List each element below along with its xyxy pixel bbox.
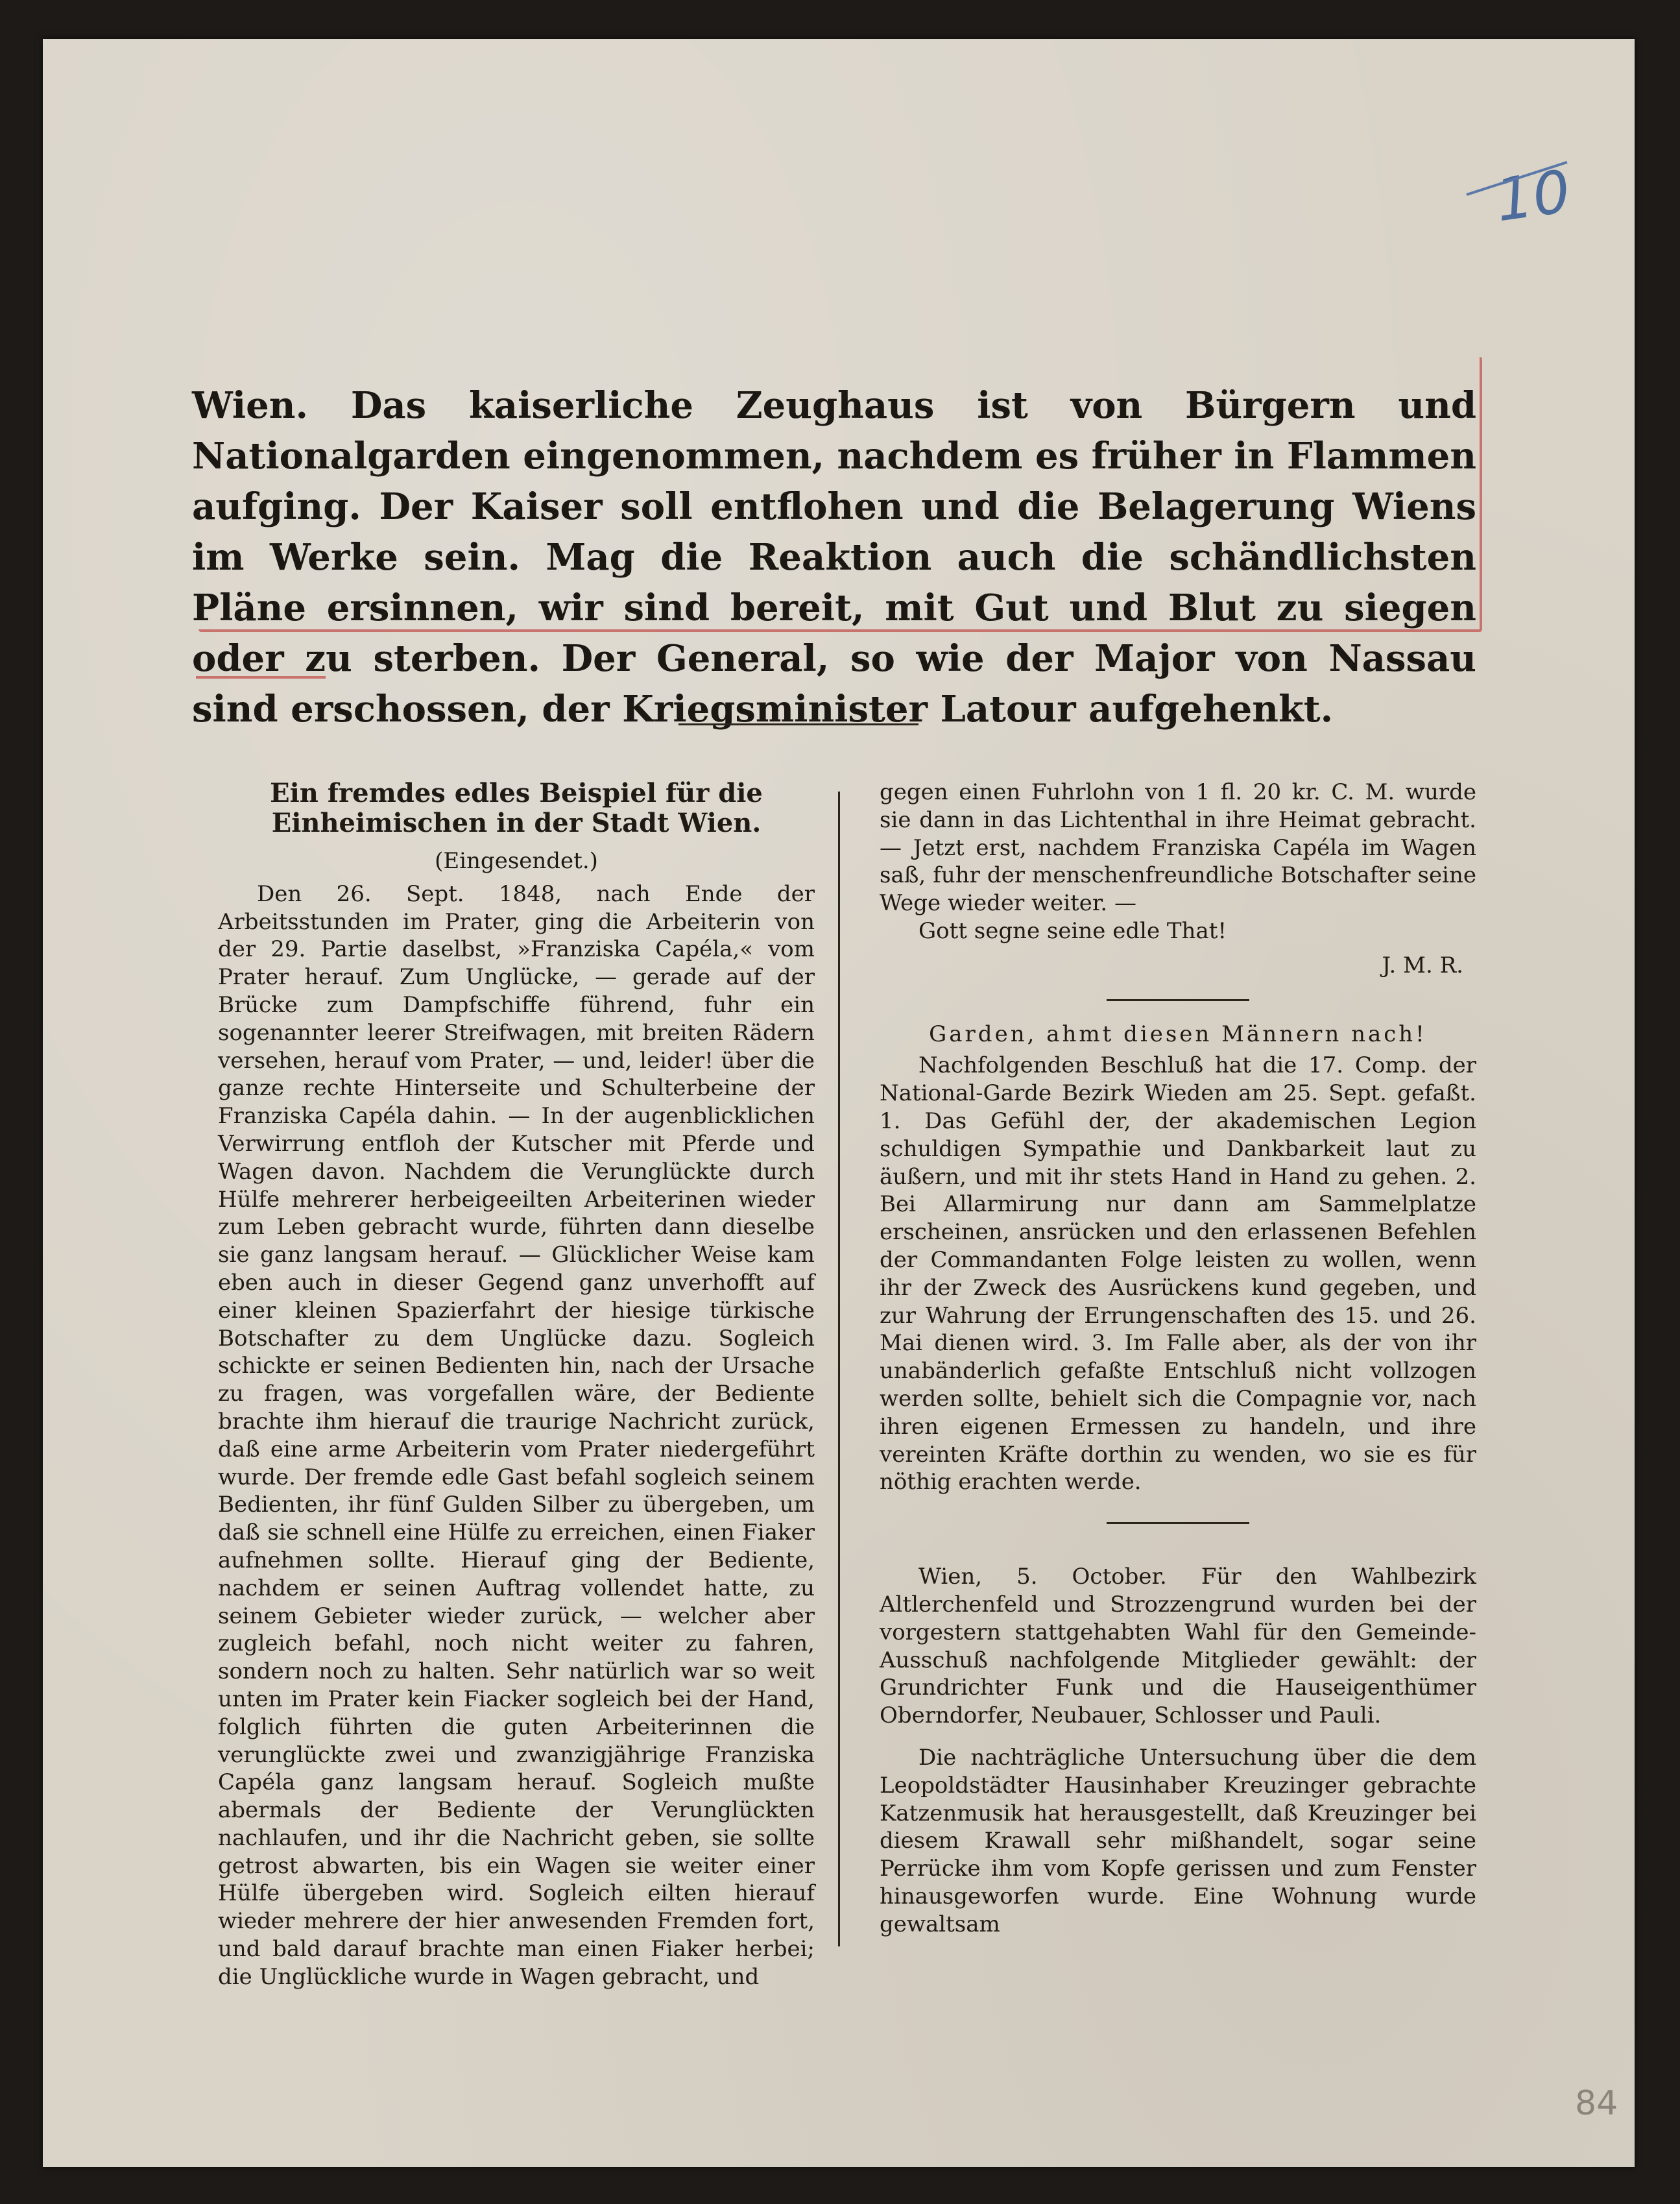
article-body: Den 26. Sept. 1848, nach Ende der Arbeitsstunden im Prater, ging die Arbeiterin von der 29. Partie daselbst, »Franziska Capéla,« vom Prater herauf. Zum Unglücke, — gerade auf der Brücke zum Dampfschiffe führend, fuhr ein sogenannter leerer Streifwagen, mit breiten Rädern versehen, herauf vom Prater, — und, leider! über die ganze rechte Hinterseite und Schulterbeine der Franziska Capéla dahin. — In der augenblicklichen Verwirrung entfloh der Kutscher mit Pferde und Wagen davon. Nachdem die Verunglückte durch Hülfe mehrerer herbeigeeilten Arbeiterinen wieder zum Leben gebracht wurde, führten dann dieselbe sie ganz langsam herauf. — Glücklicher Weise kam eben auch in dieser Gegend ganz unverhofft auf einer kleinen Spazierfahrt der hiesige türkische Botschafter zu dem Unglücke dazu. Sogleich schickte er seinen Bedienten hin, nach der Ursache zu fragen, was vorgefallen wäre, der Bediente brachte ihm hierauf die traurige Nachricht zurück, daß eine arme Arbeiterin vom Prater niedergeführt wurde. Der fremde edle Gast befahl sogleich seinem Bedienten, ihr fünf Gulden Silber zu übergeben, um daß sie schnell eine Hülfe zu erreichen, einen Fiaker aufnehmen sollte. Hierauf ging der Bediente, nachdem er seinen Auftrag vollendet hatte, zu seinem Gebieter wieder zurück, — welcher aber zugleich befahl, noch nicht weiter zu fahren, sondern noch zu halten. Sehr natürlich war so weit unten im Prater kein Fiacker sogleich bei der Hand, folglich führten die guten Arbeiterinnen die verunglückte zwei und zwanzigjährige Franziska Capéla ganz langsam herauf. Sogleich mußte abermals der Bediente der Verunglückten nachlaufen, und ihr die Nachricht geben, sie sollte getrost abwarten, bis ein Wagen sie weiter einer Hülfe übergeben wird. Sogleich eilten hierauf wieder mehrere der hier anwesenden Fremden fort, und bald darauf brachte man einen Fiaker herbei; die Unglückliche wurde in Wagen gebracht, und (218, 880, 815, 1990)
article-title: Ein fremdes edles Beispiel für die Einheimischen in der Stadt Wien. (270, 778, 763, 838)
article-byline: (Eingesendet.) (435, 848, 598, 874)
newspaper-page (43, 39, 1635, 2167)
article-continuation: gegen einen Fuhrlohn von 1 fl. 20 kr. C. M. wurde sie dann in das Lichtenthal in ihre Heimat gebracht. — Jetzt erst, nachdem Franziska Capéla im Wagen saß, fuhr der menschenfreundliche Botschafter seine Wege wieder weiter. — (880, 779, 1476, 917)
right-column (880, 779, 1476, 1938)
corner-pencil-mark: 10 (1491, 157, 1575, 236)
vienna-report: Wien, 5. October. Für den Wahlbezirk Altlerchenfeld und Strozzengrund wurden bei der vorgestern stattgehabten Wahl für den Gemeinde-Ausschuß nachfolgende Mitglieder gewählt: der Grundrichter Funk und die Hauseigenthümer Oberndorfer, Neubauer, Schlosser und Pauli. (880, 1564, 1476, 1729)
left-column (218, 779, 815, 1991)
guards-heading: Garden, ahmt diesen Männern nach! (929, 1021, 1427, 1047)
page-number: 84 (1575, 2084, 1618, 2123)
headline-news: Wien. Das kaiserliche Zeughaus ist von Bürgern und Nationalgarden eingenommen, nachdem es früher in Flammen aufging. Der Kaiser soll entflohen und die Belagerung Wiens im Werke sein. Mag die Reaktion auch die schändlichsten Pläne ersinnen, wir sind bereit, mit Gut und Blut zu siegen oder zu sterben. Der General, so wie der Major von Nassau sind erschossen, der Kriegsminister Latour aufgehenkt. (192, 384, 1476, 731)
article-signature: J. M. R. (1382, 952, 1463, 978)
section-rule (1107, 999, 1249, 1001)
headline-separator (678, 723, 918, 725)
column-divider (838, 792, 840, 1946)
investigation-report: Die nachträgliche Untersuchung über die dem Leopoldstädter Hausinhaber Kreuzinger gebrachte Katzenmusik hat herausgestellt, daß Kreuzinger bei diesem Krawall sehr mißhandelt, sogar seine Perrücke ihm vom Kopfe gerissen und zum Fenster hinausgeworfen wurde. Eine Wohnung wurde gewaltsam (880, 1744, 1476, 1937)
pencil-stroke-icon (1463, 149, 1574, 227)
article-blessing: Gott segne seine edle That! (918, 917, 1227, 944)
guards-resolution: Nachfolgenden Beschluß hat die 17. Comp. der National-Garde Bezirk Wieden am 25. Sept. gefaßt. 1. Das Gefühl der, der akademischen Legion schuldigen Sympathie und Dankbarkeit laut zu äußern, und mit ihr stets Hand in Hand zu gehen. 2. Bei Allarmirung nur dann am Sammelplatze erscheinen, ansrücken und den erlassenen Befehlen der Commandanten Folge leisten zu wollen, wenn ihr der Zweck des Ausrückens kund gegeben, und zur Wahrung der Errungenschaften des 15. und 26. Mai dienen wird. 3. Im Falle aber, als der von ihr unabänderlich gefaßte Entschluß nicht vollzogen werden sollte, behielt sich die Compagnie vor, nach ihren eigenen Ermessen zu handeln, und ihre vereinten Kräfte dorthin zu wenden, wo sie es für nöthig erachten werde. (880, 1052, 1476, 1496)
